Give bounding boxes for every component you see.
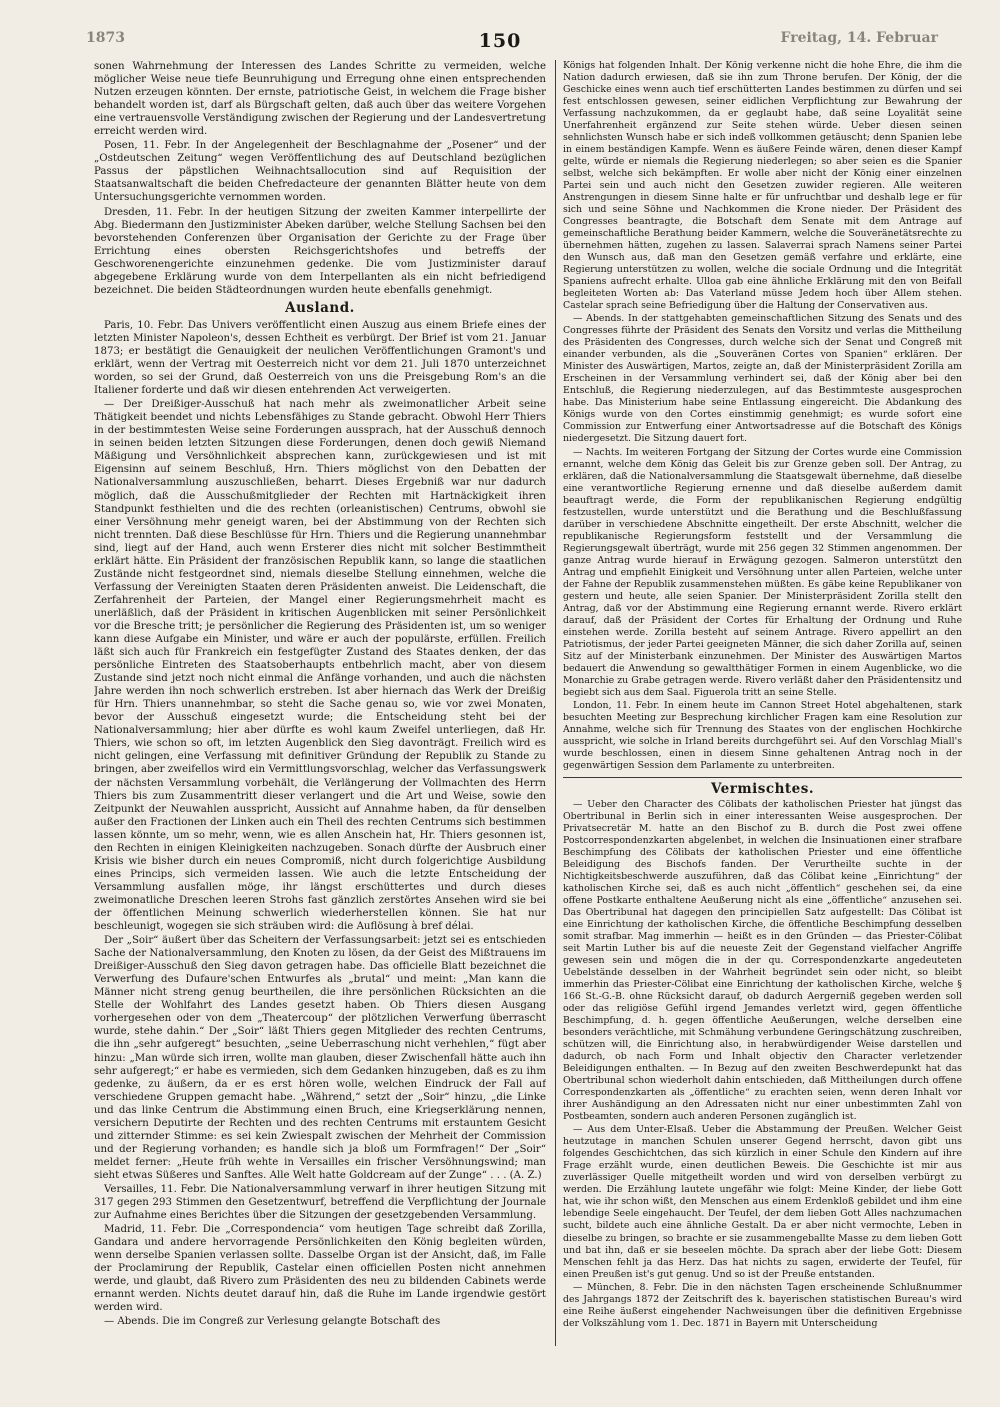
article-paragraph: Der „Soir“ äußert über das Scheitern der Verfassungsarbeit: jetzt sei es entschieden Sache der Nationalversammlung, den Knoten zu lösen, da der Geist des Mißtrauens im Dreißiger-Ausschuß den Sieg davon getragen habe. Das officielle Blatt bezeichnet die Verwerfung des Dufaure'schen Entwurfes als „brutal“ und meint: „Man kann die Männer nicht streng genug beurtheilen, die ihre persönlichen Rücksichten an die Stelle der Wohlfahrt des Landes gesetzt haben. Ob Thiers diesen Ausgang vorhergesehen oder von dem „Theatercoup“ der plötzlichen Verwerfung überrascht wurde, stehe dahin.“ Der „Soir“ läßt Thiers gegen Mitglieder des rechten Centrums, die ihn „sehr aufgeregt“ besuchten, „seine Ueberraschung nicht verhehlen,“ fügt aber hinzu: „Man würde sich irren, wollte man glauben, dieser Zwischenfall hätte auch ihn sehr aufgeregt;“ er habe es vermieden, sich dem Gedanken hinzugeben, daß es zu ihm gedenke, zu äußern, da er es erst hören wolle, welchen Eindruck der Fall auf verschiedene Gruppen gemacht habe. „Während,“ setzt der „Soir“ hinzu, „die Linke und das linke Centrum die Abstimmung einen Bruch, eine Kriegserklärung nennen, versichern Deputirte der Rechten und des rechten Centrums mit erstauntem Gesicht und zitternder Stimme: es sei kein Zwiespalt zwischen der Mehrheit der Commission und der Regierung vorhanden; es handle sich ja bloß um Formfragen!“ Der „Soir“ meldet ferner: „Heute früh wehte in Versailles ein frischer Versöhnungswind; man sieht etwas Süßeres und Sanftes. Alle Welt hatte Goldcream auf der Zunge“ . . . (A. Z.) [94, 935, 546, 1181]
section-heading: Vermischtes. [710, 780, 815, 797]
article-paragraph: Posen, 11. Febr. In der Angelegenheit der Beschlagnahme der „Posener“ und der „Ostdeutschen Zeitung“ wegen Veröffentlichung des auf Deutschland bezüglichen Passus der päpstlichen Weihnachtsallocution sind auf Requisition der Staatsanwaltschaft die beiden Chefredacteure der genannten Blätter heute von dem Untersuchungsgerichte vernommen worden. [94, 140, 546, 204]
article-paragraph: Königs hat folgenden Inhalt. Der König verkenne nicht die hohe Ehre, die ihm die Nation dadurch erwiesen, daß sie ihn zum Throne berufen. Der König, der die Geschicke eines wenn auch tief erschütterten Landes bestimmen zu dürfen und sei fest entschlossen gewesen, seiner eidlichen Verpflichtung zur Bewahrung der Verfassung nachzukommen, da er geglaubt habe, daß seine Loyalität seine Unerfahrenheit ergänzend zur Seite stehen würde. Ueber diesen seinen sehnlichsten Wunsch habe er sich indeß vollkommen getäuscht; denn Spanien lebe in einem beständigen Kampfe. Wenn es äußere Feinde wären, denen dieser Kampf gelte, würde er niemals die Regierung niederlegen; so aber seien es die Spanier selbst, welche sich bekämpften. Er wolle aber nicht der König einer einzelnen Partei sein und auch nicht den Gesetzen zuwider regieren. Alle weiteren Anstrengungen in diesem Sinne halte er für unfruchtbar und deshalb lege er für sich und seine Söhne und Nachkommen die Krone nieder. Der Präsident des Congresses beantragte, die Botschaft dem Senate mit dem Antrage auf gemeinschaftliche Berathung beider Kammern, welche die Souveränetätsrechte zu übernehmen hätten, zugehen zu lassen. Salaverrai sprach Namens seiner Partei den Wunsch aus, daß man den Gesetzen gemäß verfahre und erklärte, eine Regierung unterstützen zu wollen, welche die sociale Ordnung und die Integrität Spaniens aufrecht erhalte. Ulloa gab eine ähnliche Erklärung mit den von Beifall begleiteten Worten ab: Das Vaterland müsse Jedem hoch über Allem stehen. Castelar sprach seine Befriedigung über die Haltung der Conservativen aus. [563, 60, 962, 312]
article-paragraph: — Aus dem Unter-Elsaß. Ueber die Abstammung der Preußen. Welcher Geist heutzutage in manchen Schulen unserer Gegend herrscht, davon gibt uns folgendes Geschichtchen, das sich kürzlich in einer Schule den Kindern auf ihre Frage erzählt wurde, einen deutlichen Beweis. Die Geschichte ist mir aus zuverlässiger Quelle mitgetheilt worden und wird von derselben verbürgt zu werden. Die Erzählung lautete ungefähr wie folgt: Meine Kinder, der liebe Gott hat, wie ihr schon wißt, den Menschen aus einem Erdenkloß gebildet und ihm eine lebendige Seele eingehaucht. Der Teufel, der dem lieben Gott Alles nachzumachen sucht, bildete auch eine ähnliche Gestalt. Da er aber nicht vermochte, Leben in dieselbe zu bringen, so brachte er sie zusammengeballte Masse zu dem lieben Gott und bat ihn, daß er sie beseelen möchte. Da sprach aber der liebe Gott: Diesem Menschen fehlt ja das Herz. Das hat nichts zu sagen, erwiderte der Teufel, für einen Preußen ist's gut genug. Und so ist der Preuße entstanden. [563, 1124, 962, 1280]
column-divider [555, 60, 556, 1346]
article-paragraph: London, 11. Febr. In einem heute im Cannon Street Hotel abgehaltenen, stark besuchten Meeting zur Besprechung kirchlicher Fragen kam eine Resolution zur Annahme, welche sich für Trennung des Staates von der englischen Hochkirche ausspricht, wie solche in Irland bereits durchgeführt sei. Auf den Vorschlag Miall's wurde beschlossen, einen in diesem Sinne gehaltenen Antrag noch in der gegenwärtigen Session dem Parlamente zu unterbreiten. [563, 699, 962, 771]
article-paragraph: — Abends. Die im Congreß zur Verlesung gelangte Botschaft des [104, 1316, 441, 1328]
article-paragraph: — Ueber den Character des Cölibats der katholischen Priester hat jüngst das Obertribunal in Berlin sich in einer interessanten Weise ausgesprochen. Der Privatsecretär M. hatte an den Bischof zu B. durch die Post zwei offene Postcorrespondenzkarten abgelenbet, in welchen die Insinuationen einer strafbare Beschimpfung des Cölibats der katholischen Priester und eine öffentliche Beleidigung des Bischofs fanden. Der Verurtheilte suchte in der Nichtigkeitsbeschwerde auszuführen, daß das Cölibat keine „Einrichtung“ der katholischen Kirche sei, daß es auch nicht „öffentlich“ geschehen sei, da eine offene Postkarte enthaltene Aeußerung nicht als eine „öffentliche“ anzusehen sei. Das Obertribunal hat dagegen den principiellen Satz aufgestellt: Das Cölibat ist eine Einrichtung der katholischen Kirche, die öffentliche Beschimpfung desselben somit strafbar. Mag immerhin — heißt es in den Gründen — das Priester-Cölibat seit Martin Luther bis auf die neueste Zeit der Gegenstand vielfacher Angriffe gewesen sein und mögen die in der qu. Correspondenzkarte angedeuteten Uebelstände desselben in der Wahrheit begründet sein oder nicht, so bleibt immerhin das Priester-Cölibat eine Einrichtung der katholischen Kirche, welche § 166 St.-G.-B. ohne Rücksicht darauf, ob dadurch Aergerniß gegeben werden soll oder das religiöse Gefühl irgend Jemandes verletzt wird, gegen öffentliche Beschimpfung, d. h. gegen öffentliche Aeußerungen, welche derselben eine besonders verächtliche, mit Schmähung verbundene Geringschätzung zuschreiben, schützen will, die Einrichtung also, in herabwürdigender Weise darstellen und dadurch, ob nach Form und Inhalt objectiv den Character verletzender Beleidigungen enthalten. — In Bezug auf den zweiten Beschwerdepunkt hat das Obertribunal schon wiederholt dahin entschieden, daß Mittheilungen durch offene Correspondenzkarten als „öffentliche“ zu erachten seien, wenn deren Inhalt vor ihrer Aushändigung an den Adressaten nicht nur einer unbestimmten Zahl von Postbeamten, sondern auch anderen Personen zugänglich ist. [563, 798, 962, 1123]
article-paragraph: Dresden, 11. Febr. In der heutigen Sitzung der zweiten Kammer interpellirte der Abg. Biedermann den Justizminister Abeken darüber, welche Stellung Sachsen bei den bevorstehenden Conferenzen über Organisation der Gerichte zu der Frage über Errichtung eines obersten Reichsgerichtshofes und betreffs der Geschworenengerichte einzunehmen gedenke. Die vom Justizminister darauf abgegebene Erklärung wurde von dem Interpellanten als ein nicht befriedigend bezeichnet. Die beiden Städteordnungen wurden heute ebenfalls genehmigt. [94, 206, 546, 296]
header-right: Freitag, 14. Februar [780, 30, 938, 46]
article-paragraph: — Abends. In der stattgehabten gemeinschaftlichen Sitzung des Senats und des Congresses führte der Präsident des Senats den Vorsitz und verlas die Mittheilung des Präsidenten des Congresses, durch welche sich der Senat und Congreß mit einander verbunden, als die „Souveränen Cortes von Spanien“ erklären. Der Minister des Auswärtigen, Martos, zeigte an, daß der Ministerpräsident Zorilla am Erscheinen in der Versammlung verhindert sei, daß der König aber bei den Entschluß, die Regierung niederzulegen, auf das Bestimmteste ausgesprochen habe. Das Ministerium habe seine Entlassung eingereicht. Die Abdankung des Königs wurde von den Cortes einstimmig genehmigt; es wurde sofort eine Commission zur Entwerfung einer Antwortsadresse auf die Botschaft des Königs niedergesetzt. Die Sitzung dauert fort. [563, 313, 962, 445]
article-paragraph: Versailles, 11. Febr. Die Nationalversammlung verwarf in ihrer heutigen Sitzung mit 317 gegen 293 Stimmen den Gesetzentwurf, betreffend die Verpflichtung der Journale zur Aufnahme eines Berichtes über die Sitzungen der gesetzgebenden Versammlung. [94, 1183, 546, 1222]
article-paragraph: Paris, 10. Febr. Das Univers veröffentlicht einen Auszug aus einem Briefe eines der letzten Minister Napoleon's, dessen Echtheit es verbürgt. Der Brief ist vom 21. Januar 1873; er bestätigt die Genauigkeit der neulichen Veröffentlichungen Gramont's und erklärt, wenn der Vertrag mit Oesterreich nicht vor dem 21. Juli 1870 unterzeichnet worden, so sei der Grund, daß Oesterreich von uns die Preisgebung Rom's an die Italiener forderte und daß wir diesen entehrenden Act verweigerten. [94, 319, 546, 397]
article-paragraph: — Nachts. Im weiteren Fortgang der Sitzung der Cortes wurde eine Commission ernannt, welche dem König das Geleit bis zur Grenze geben soll. Der Antrag, zu erklären, daß die Nationalversammlung die Staatsgewalt übernehme, daß dieselbe eine verantwortliche Regierung ernenne und daß dieselbe außerdem damit beauftragt werde, die Form der republikanischen Regierung endgültig festzustellen, wurde unterstützt und die Berathung und die Beschlußfassung darüber in verschiedene Abschnitte eingetheilt. Der erste Abschnitt, welcher die republikanische Regierungsform feststellt und der Versammlung die Regierungsgewalt überträgt, wurde mit 256 gegen 32 Stimmen angenommen. Der ganze Antrag wurde hierauf in Erwägung gezogen. Salmeron unterstützt den Antrag und empfiehlt Einigkeit und Versöhnung unter allen Parteien, welche unter der Fahne der Republik zusammenstehen müßten. Es gäbe keine Republikaner von gestern und heute, alle seien Spanier. Der Ministerpräsident Zorilla stellt den Antrag, daß vor der Abstimmung eine Regierung ernannt werde. Rivero erklärt darauf, daß der Präsident der Cortes für Erhaltung der Ordnung und Ruhe einstehen werde. Zorilla besteht auf seinem Antrage. Rivero appellirt an den Patriotismus, der jeder Partei geeigneten Männer, die sich daher Zorilla auf, seinen Sitz auf der Ministerbank einzunehmen. Der Minister des Auswärtigen Martos bedauert die Anwendung so gewaltthätiger Formen in einem Augenblicke, wo die Monarchie zu Grabe getragen werde. Rivero verläßt daher den Präsidentensitz und begiebt sich aus dem Saal. Figuerola tritt an seine Stelle. [563, 446, 962, 698]
section-divider [563, 777, 962, 778]
left-column [94, 60, 546, 1352]
page-number: 150 [478, 30, 522, 52]
article-paragraph: sonen Wahrnehmung der Interessen des Landes Schritte zu vermeiden, welche möglicher Weise neue tiefe Beunruhigung und Erregung ohne einen entsprechenden Nutzen erzeugen könnten. Der ernste, patriotische Geist, in welchem die Frage bisher behandelt worden ist, darf als Bürgschaft gelten, daß auch über das weitere Vorgehen eine vertrauensvolle Verständigung zwischen der Regierung und der Landesvertretung erreicht werden wird. [94, 61, 546, 138]
article-paragraph: — Der Dreißiger-Ausschuß hat nach mehr als zweimonatlicher Arbeit seine Thätigkeit beendet und nichts Lebensfähiges zu Stande gebracht. Obwohl Herr Thiers in der bestimmtesten Weise seine Forderungen aussprach, hat der Ausschuß dennoch in seinen beiden letzten Sitzungen diese Forderungen, denen doch gewiß Niemand Mäßigung und Versöhnlichkeit absprechen kann, zurückgewiesen und ist mit Eigensinn auf seinem Beschluß, Hrn. Thiers möglichst von den Debatten der Nationalversammlung auszuschließen, beharrt. Dieses Ergebniß war nur dadurch möglich, daß die Ausschußmitglieder der Rechten mit Hartnäckigkeit ihren Standpunkt festhielten und die des rechten (orleanistischen) Centrums, obwohl sie einer Versöhnung mehr geneigt waren, bei der Abstimmung von der Rechten sich nicht trennten. Daß diese Beschlüsse für Hrn. Thiers und die Regierung unannehmbar sind, liegt auf der Hand, auch wenn Ersterer dies nicht mit solcher Bestimmtheit erklärt hätte. Ein Präsident der französischen Republik kann, so lange die staatlichen Zustände nicht festgeordnet sind, niemals dieselbe Stellung einnehmen, welche die Verfassung der Vereinigten Staaten deren Präsidenten anweist. Die Leidenschaft, die Zerfahrenheit der Parteien, der Mangel einer Regierungsmehrheit macht es unerläßlich, daß der Präsident in kritischen Augenblicken mit seiner Persönlichkeit vor die Bresche tritt; je persönlicher die Regierung des Präsidenten ist, um so weniger kann diese Aufgabe ein Minister, und wäre er auch der populärste, erfüllen. Freilich läßt sich auch für Frankreich ein festgefügter Zustand des Staates denken, der das persönliche Eintreten des Staatsoberhaupts entbehrlich macht, aber von diesem Zustande sind jetzt noch nicht einmal die Anfänge vorhanden, und auch die nächsten Jahre werden ihn noch schwerlich erstreben. Ist aber hiernach das Werk der Dreißig für Hrn. Thiers unannehmbar, so steht die Sache genau so, wie vor zwei Monaten, bevor der Ausschuß eingesetzt wurde; die Entscheidung steht bei der Nationalversammlung; hier aber dürfte es wohl kaum Zweifel unterliegen, daß Hr. Thiers, wie schon so oft, im letzten Augenblick den Sieg davonträgt. Freilich wird es nicht gelingen, eine Verfassung mit definitiver Gründung der Republik zu Stande zu bringen, aber zweifellos wird ein Vermittlungsvorschlag, welcher das Verfassungswerk der nächsten Versammlung vorbehält, die Verlängerung der Vollmachten des Herrn Thiers bis zum Zusammentritt dieser verlangert und die Art und Weise, sowie den Zeitpunkt der Neuwahlen ausspricht, Aussicht auf Annahme haben, da für denselben außer den Fractionen der Linken auch ein Theil des rechten Centrums sich bestimmen lassen könnte, um so mehr, wenn, wie es allen Anschein hat, Hr. Thiers gesonnen ist, den Rechten in einigen Kleinigkeiten nachzugeben. Sonach dürfte der Ausbruch einer Krisis wie bisher durch ein neues Compromiß, nicht durch folgerichtige Ausbildung eines Princips, sich vermeiden lassen. Wie auch die letzte Entscheidung der Versammlung ausfallen möge, ihr längst erschüttertes und durch dieses zweimonatliche Dreschen leeren Strohs fast gänzlich zerstörtes Ansehen wird sie bei der öffentlichen Meinung schwerlich wiederherstellen können. Sie hat nur beschleunigt, wogegen sie sich sträuben wird: die Auflösung à bref délai. [94, 399, 546, 933]
section-heading: Ausland. [285, 299, 355, 316]
right-column [563, 60, 962, 1352]
article-paragraph: Madrid, 11. Febr. Die „Correspondencia“ vom heutigen Tage schreibt daß Zorilla, Gandara und andere hervorragende Persönlichkeiten den König begleiten würden, wenn derselbe Spanien verlassen sollte. Dasselbe Organ ist der Ansicht, daß, im Falle der Proclamirung der Republik, Castelar einen officiellen Posten nicht annehmen werde, und glaubt, daß Rivero zum Präsidenten des neu zu bildenden Cabinets werde ernannt werden. Nichts deutet darauf hin, daß die Ruhe im Lande irgendwie gestört werden wird. [94, 1224, 546, 1314]
article-paragraph: — München, 8. Febr. Die in den nächsten Tagen erscheinende Schlußnummer des Jahrgangs 1872 der Zeitschrift des k. bayerischen statistischen Bureau's wird eine Reihe äußerst eingehender Nachweisungen über die definitiven Ergebnisse der Volkszählung vom 1. Dec. 1871 in Bayern mit Unterscheidung [563, 1281, 962, 1329]
header-left: 1873 [86, 30, 125, 46]
